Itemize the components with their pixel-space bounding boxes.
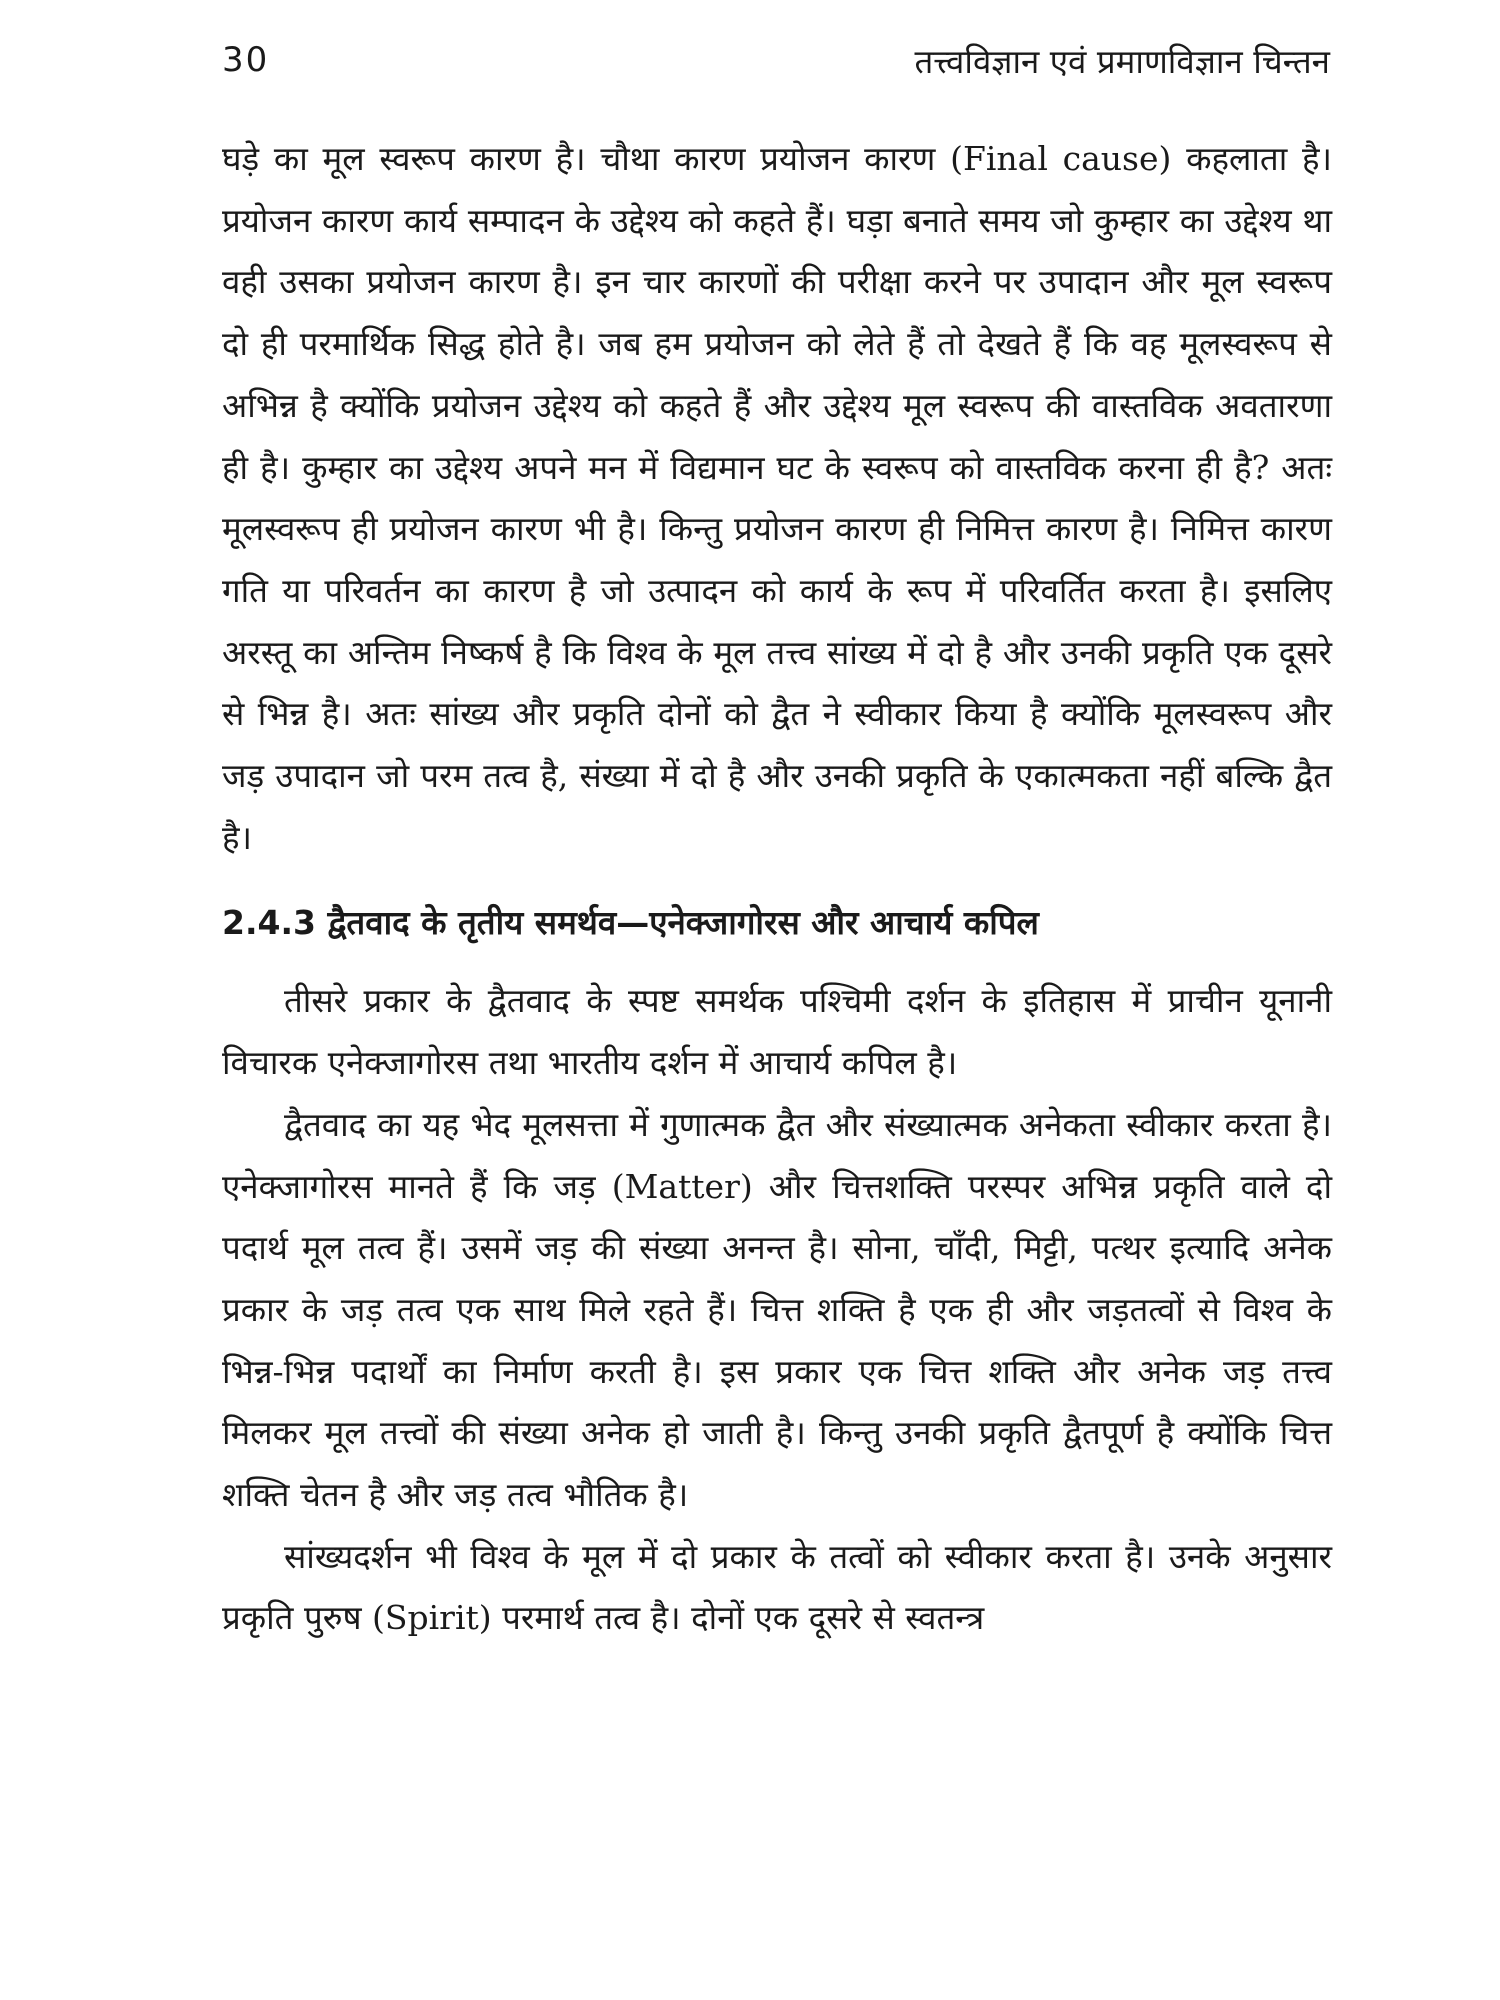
- paragraph-third-dualism: तीसरे प्रकार के द्वैतवाद के स्पष्ट समर्थक पश्चिमी दर्शन के इतिहास में प्राचीन यूनानी विचारक एनेक्जागोरस तथा भारतीय दर्शन में आचार्य कपिल है।: [222, 981, 1332, 1083]
- paragraph-samkhya: सांख्यदर्शन भी विश्व के मूल में दो प्रकार के तत्वों को स्वीकार करता है। उनके अनुसार प्रकृति पुरुष (Spirit) परमार्थ तत्व है। दोनों एक दूसरे से स्वतन्त्र: [222, 1536, 1332, 1638]
- paragraph-aristotle-causes: घड़े का मूल स्वरूप कारण है। चौथा कारण प्रयोजन कारण (Final cause) कहलाता है। प्रयोजन कारण कार्य सम्पादन के उद्देश्य को कहते हैं। घड़ा बनाते समय जो कुम्हार का उद्देश्य था वही उसका प्रयोजन कारण है। इन चार कारणों की परीक्षा करने पर उपादान और मूल स्वरूप दो ही परमार्थिक सिद्ध होते है। जब हम प्रयोजन को लेते हैं तो देखते हैं कि वह मूलस्वरूप से अभिन्न है क्योंकि प्रयोजन उद्देश्य को कहते हैं और उद्देश्य मूल स्वरूप की वास्तविक अवतारणा ही है। कुम्हार का उद्देश्य अपने मन में विद्यमान घट के स्वरूप को वास्तविक करना ही है? अतः मूलस्वरूप ही प्रयोजन कारण भी है। किन्तु प्रयोजन कारण ही निमित्त कारण है। निमित्त कारण गति या परिवर्तन का कारण है जो उत्पादन को कार्य के रूप में परिवर्तित करता है। इसलिए अरस्तू का अन्तिम निष्कर्ष है कि विश्व के मूल तत्त्व सांख्य में दो है और उनकी प्रकृति एक दूसरे से भिन्न है। अतः सांख्य और प्रकृति दोनों को द्वैत ने स्वीकार किया है क्योंकि मूलस्वरूप और जड़ उपादान जो परम तत्व है, संख्या में दो है और उनकी प्रकृति के एकात्मकता नहीं बल्कि द्वैत है।: [222, 139, 1332, 857]
- page-number: 30: [222, 40, 270, 80]
- running-header: [222, 30, 1330, 90]
- section-heading: 2.4.3 द्वैतवाद के तृतीय समर्थव—एनेक्जागोरस और आचार्य कपिल: [222, 903, 1039, 943]
- paragraph-anaxagoras: द्वैतवाद का यह भेद मूलसत्ता में गुणात्मक द्वैत और संख्यात्मक अनेकता स्वीकार करता है। एनेक्जागोरस मानते हैं कि जड़ (Matter) और चित्तशक्ति परस्पर अभिन्न प्रकृति वाले दो पदार्थ मूल तत्व हैं। उसमें जड़ की संख्या अनन्त है। सोना, चाँदी, मिट्टी, पत्थर इत्यादि अनेक प्रकार के जड़ तत्व एक साथ मिले रहते हैं। चित्त शक्ति है एक ही और जड़तत्वों से विश्व के भिन्न-भिन्न पदार्थों का निर्माण करती है। इस प्रकार एक चित्त शक्ति और अनेक जड़ तत्त्व मिलकर मूल तत्त्वों की संख्या अनेक हो जाती है। किन्तु उनकी प्रकृति द्वैतपूर्ण है क्योंकि चित्त शक्ति चेतन है और जड़ तत्व भौतिक है।: [222, 1104, 1332, 1515]
- page-body: [222, 128, 1332, 1649]
- book-title: तत्त्वविज्ञान एवं प्रमाणविज्ञान चिन्तन: [914, 41, 1330, 81]
